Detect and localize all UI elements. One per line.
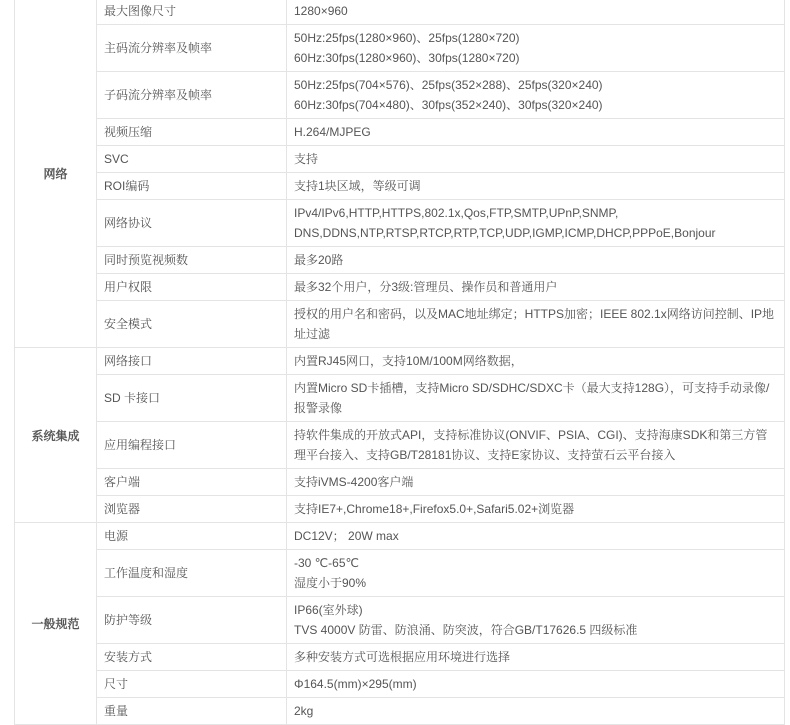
spec-table (14, 0, 785, 725)
spec-row (15, 698, 785, 725)
spec-value-line: 内置RJ45网口，支持10M/100M网络数据， (294, 354, 523, 368)
spec-param-cell: 尺寸 (97, 671, 287, 698)
spec-value-line: 支持1块区域，等级可调 (294, 179, 421, 193)
spec-row (15, 348, 785, 375)
spec-value-line: 50Hz:25fps(704×576)、25fps(352×288)、25fps(320×240) (294, 78, 603, 92)
spec-param-cell: 主码流分辨率及帧率 (97, 25, 287, 72)
spec-value-line: 最多20路 (294, 253, 344, 267)
spec-row (15, 523, 785, 550)
spec-value-line: IP66(室外球) (294, 603, 363, 617)
spec-param-cell: 电源 (97, 523, 287, 550)
spec-value-cell (287, 119, 785, 146)
spec-value-line: 60Hz:30fps(1280×960)、30fps(1280×720) (294, 51, 520, 65)
spec-row (15, 671, 785, 698)
spec-param-cell: ROI编码 (97, 173, 287, 200)
spec-param-cell: 浏览器 (97, 496, 287, 523)
spec-value-cell (287, 146, 785, 173)
spec-row (15, 469, 785, 496)
category-cell-system-integration: 系统集成 (15, 348, 97, 523)
category-cell-general-spec: 一般规范 (15, 523, 97, 725)
spec-value-cell (287, 247, 785, 274)
spec-value-cell (287, 469, 785, 496)
spec-row (15, 274, 785, 301)
spec-value-line: 支持iVMS-4200客户端 (294, 475, 414, 489)
spec-row (15, 496, 785, 523)
spec-row (15, 550, 785, 597)
spec-value-line: TVS 4000V 防雷、防浪涌、防突波，符合GB/T17626.5 四级标准 (294, 623, 638, 637)
spec-value-cell (287, 25, 785, 72)
category-cell-network: 网络 (15, 0, 97, 348)
spec-row (15, 422, 785, 469)
spec-sheet (14, 0, 785, 725)
spec-value-cell (287, 597, 785, 644)
spec-param-cell: 防护等级 (97, 597, 287, 644)
spec-value-line: DC12V； 20W max (294, 529, 399, 543)
spec-row (15, 25, 785, 72)
spec-value-cell (287, 274, 785, 301)
spec-row (15, 72, 785, 119)
spec-value-cell (287, 698, 785, 725)
spec-value-cell (287, 523, 785, 550)
spec-value-cell (287, 348, 785, 375)
spec-row (15, 644, 785, 671)
spec-row (15, 200, 785, 247)
spec-value-line: Φ164.5(mm)×295(mm) (294, 677, 417, 691)
spec-value-line: 最多32个用户，分3级:管理员、操作员和普通用户 (294, 280, 558, 294)
spec-param-cell: 同时预览视频数 (97, 247, 287, 274)
spec-param-cell: 安装方式 (97, 644, 287, 671)
spec-value-line: H.264/MJPEG (294, 125, 371, 139)
spec-param-cell: 安全模式 (97, 301, 287, 348)
spec-param-cell: 客户端 (97, 469, 287, 496)
spec-param-cell: 视频压缩 (97, 119, 287, 146)
spec-value-line: 50Hz:25fps(1280×960)、25fps(1280×720) (294, 31, 520, 45)
spec-value-cell (287, 496, 785, 523)
spec-value-line: 多种安装方式可选根据应用环境进行选择 (294, 650, 511, 664)
spec-value-cell (287, 550, 785, 597)
spec-value-cell (287, 644, 785, 671)
spec-row (15, 0, 785, 25)
spec-param-cell: 重量 (97, 698, 287, 725)
spec-param-cell: SVC (97, 146, 287, 173)
spec-value-line: 湿度小于90% (294, 576, 367, 590)
spec-row (15, 301, 785, 348)
spec-param-cell: 工作温度和湿度 (97, 550, 287, 597)
spec-value-line: 内置Micro SD卡插槽，支持Micro SD/SDHC/SDXC卡（最大支持128G），可支持手动录像/报警录像 (294, 381, 770, 415)
spec-value-line: 支持 (294, 152, 319, 166)
spec-value-cell (287, 301, 785, 348)
spec-value-line: 持软件集成的开放式API，支持标准协议(ONVIF、PSIA、CGI)、支持海康SDK和第三方管理平台接入、支持GB/T28181协议、支持E家协议、支持萤石云平台接入 (294, 428, 768, 462)
spec-value-cell (287, 173, 785, 200)
spec-param-cell: 网络协议 (97, 200, 287, 247)
spec-value-line: 授权的用户名和密码，以及MAC地址绑定；HTTPS加密；IEEE 802.1x网络访问控制、IP地址过滤 (294, 307, 775, 341)
spec-row (15, 247, 785, 274)
spec-value-cell (287, 200, 785, 247)
spec-param-cell: SD 卡接口 (97, 375, 287, 422)
spec-value-line: -30 ℃-65℃ (294, 556, 359, 570)
spec-value-line: 支持IE7+,Chrome18+,Firefox5.0+,Safari5.02+浏览器 (294, 502, 575, 516)
spec-value-cell (287, 72, 785, 119)
spec-row (15, 375, 785, 422)
spec-param-cell: 最大图像尺寸 (97, 0, 287, 25)
spec-row (15, 597, 785, 644)
spec-row (15, 119, 785, 146)
spec-value-line: IPv4/IPv6,HTTP,HTTPS,802.1x,Qos,FTP,SMTP,UPnP,SNMP, (294, 206, 619, 220)
spec-value-cell (287, 0, 785, 25)
spec-value-line: 2kg (294, 704, 314, 718)
spec-value-cell (287, 422, 785, 469)
spec-param-cell: 子码流分辨率及帧率 (97, 72, 287, 119)
spec-param-cell: 用户权限 (97, 274, 287, 301)
spec-row (15, 173, 785, 200)
spec-param-cell: 网络接口 (97, 348, 287, 375)
spec-value-line: 60Hz:30fps(704×480)、30fps(352×240)、30fps(320×240) (294, 98, 603, 112)
spec-value-line: DNS,DDNS,NTP,RTSP,RTCP,RTP,TCP,UDP,IGMP,ICMP,DHCP,PPPoE,Bonjour (294, 226, 716, 240)
spec-param-cell: 应用编程接口 (97, 422, 287, 469)
spec-value-cell (287, 671, 785, 698)
spec-value-cell (287, 375, 785, 422)
spec-row (15, 146, 785, 173)
spec-value-line: 1280×960 (294, 4, 348, 18)
